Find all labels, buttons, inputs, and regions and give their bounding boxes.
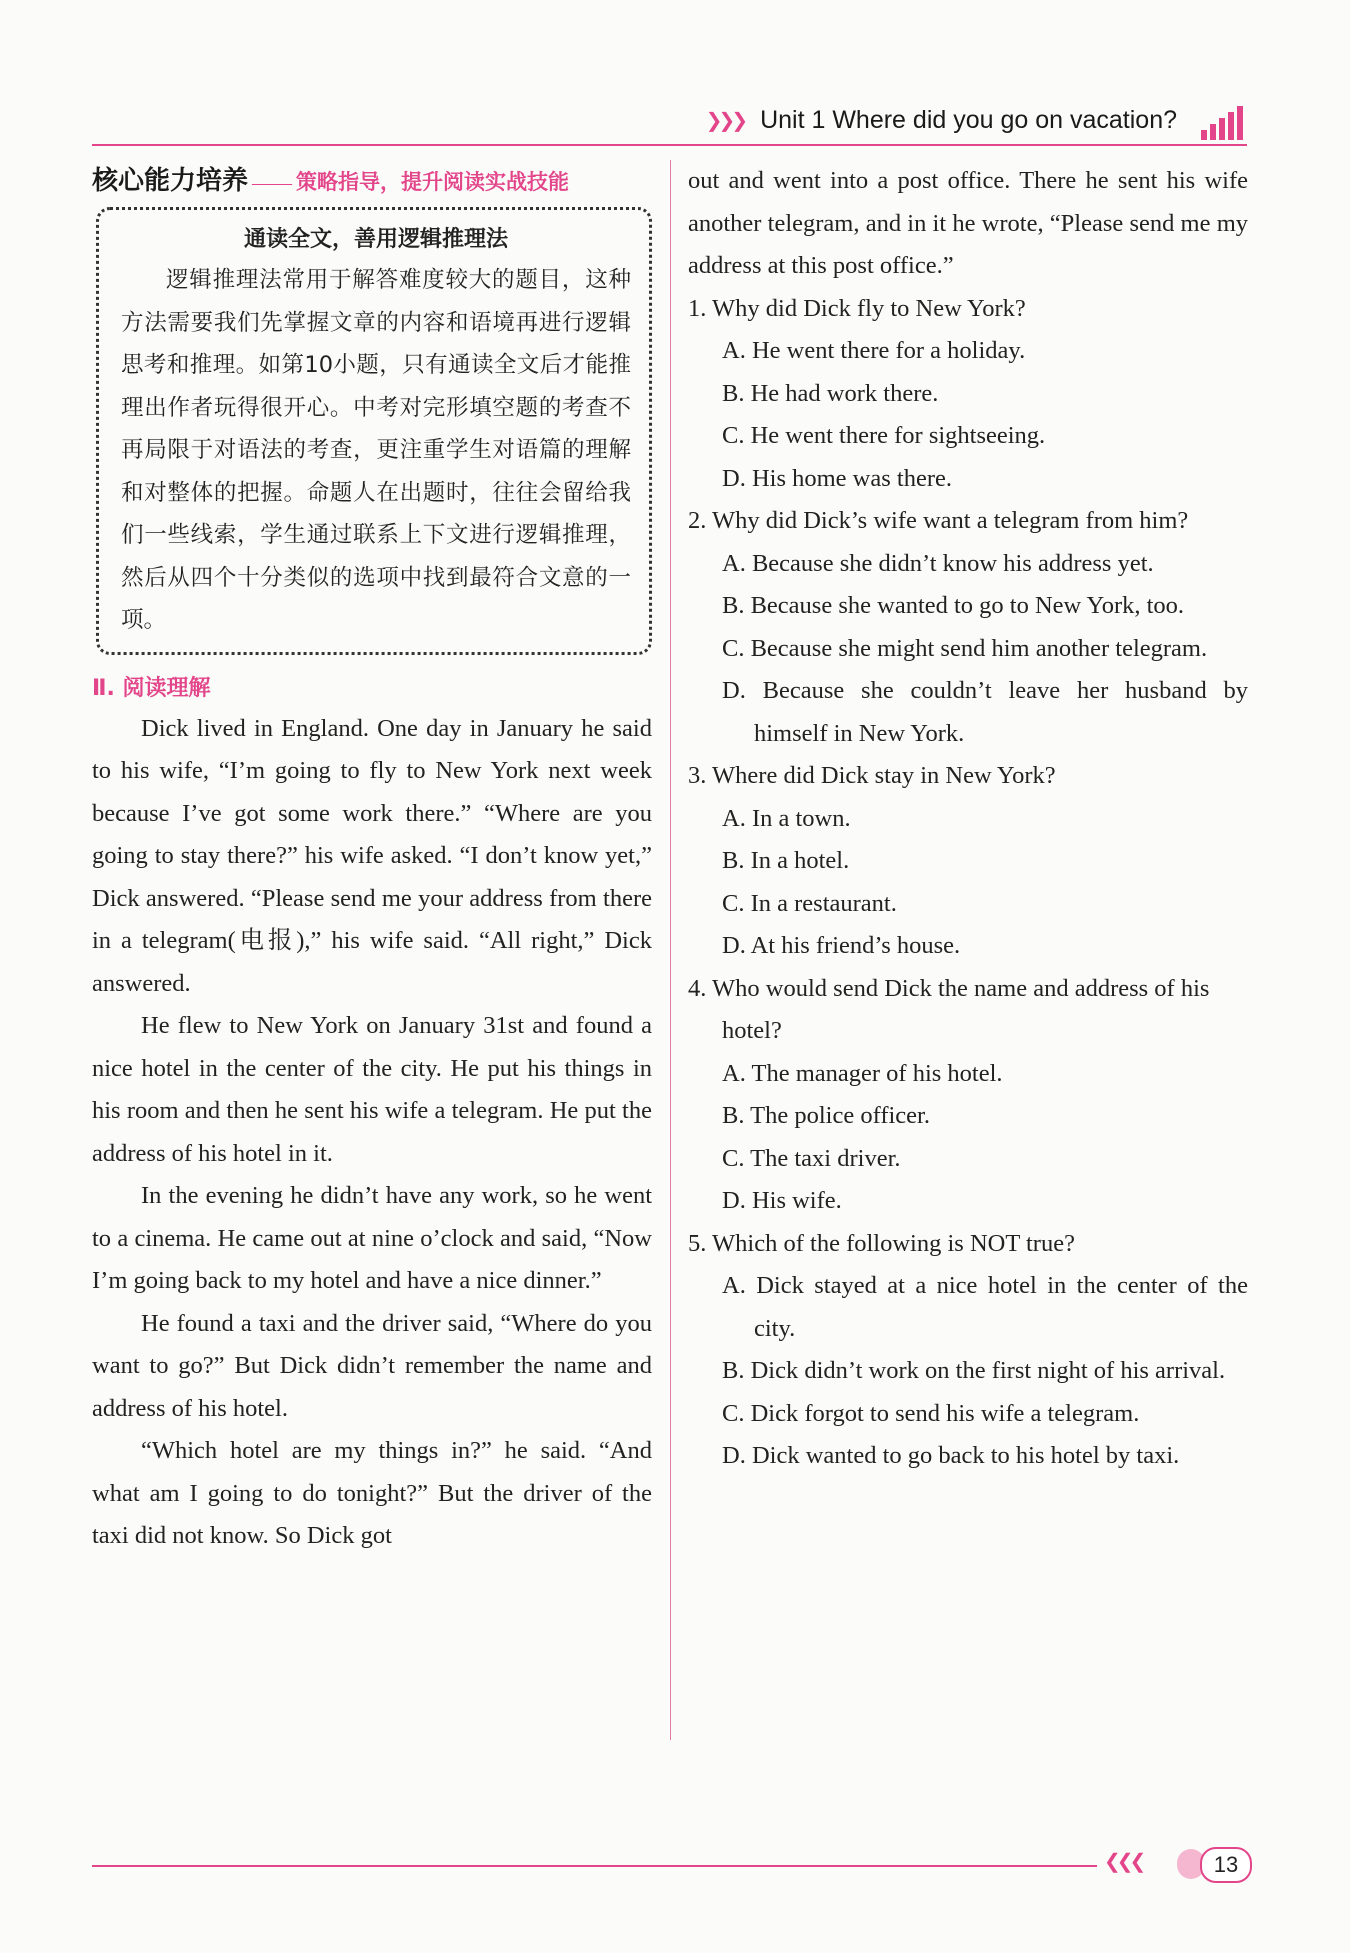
part-title: Ⅱ. 阅读理解 (92, 675, 211, 701)
question-option: D. At his friend’s house. (722, 932, 961, 959)
page-footer (92, 1845, 1247, 1885)
section-heading (92, 160, 652, 197)
question-option: C. He went there for sightseeing. (722, 422, 1046, 449)
question-option: C. The taxi driver. (722, 1144, 901, 1172)
left-column (92, 160, 652, 1558)
question-option: A. He went there for a holiday. (722, 337, 1026, 364)
tip-body: 逻辑推理法常用于解答难度较大的题目，这种方法需要我们先掌握文章的内容和语境再进行逻辑思考和推理。如第10小题，只有通读全文后才能推理出作者玩得很开心。中考对完形填空题的考查不再局限于对语法的考查，更注重学生对语篇的理解和对整体的把握。命题人在出题时，往往会留给我们一些线索，学生通过联系上下文进行逻辑推理，然后从四个十分类似的选项中找到最符合文意的一项。 (121, 267, 631, 633)
unit-title-text: Unit 1 Where did you go on vacation? (760, 106, 1177, 134)
question-option: B. In a hotel. (722, 847, 850, 874)
question-option: D. His home was there. (722, 464, 952, 492)
question-option: A. The manager of his hotel. (722, 1059, 1003, 1087)
page-number: 13 (1200, 1847, 1252, 1883)
question-option: D. His wife. (722, 1187, 842, 1214)
arrows-icon: ❯❯❯ (705, 110, 745, 132)
section-subtitle: 策略指导，提升阅读实战技能 (296, 170, 570, 194)
section-title: 核心能力培养 (92, 166, 249, 196)
page-header (92, 100, 1247, 146)
question-stem: 1. Why did Dick fly to New York? (688, 294, 1026, 322)
question (688, 1223, 1248, 1478)
question-stem: 2. Why did Dick’s wife want a telegram from him? (688, 507, 1189, 534)
unit-title (706, 106, 1177, 135)
passage-paragraph: In the evening he didn’t have any work, so he went to a cinema. He came out at nine o’clock and said, “Now I’m going back to my hotel and have a nice dinner.” (92, 1182, 652, 1294)
question-option: B. Because she wanted to go to New York, too. (722, 592, 1185, 619)
question-stem: 3. Where did Dick stay in New York? (688, 762, 1056, 789)
tip-box (96, 207, 652, 655)
question-option: A. Because she didn’t know his address yet. (722, 549, 1154, 577)
bars-icon (1201, 102, 1243, 140)
passage-paragraph: He found a taxi and the driver said, “Where do you want to go?” But Dick didn’t remember the name and address of his hotel. (92, 1309, 652, 1422)
passage-paragraph: He flew to New York on January 31st and found a nice hotel in the center of the city. He put his things in his room and then he sent his wife a telegram. He put the address of his hotel in it. (92, 1012, 652, 1167)
question (688, 968, 1248, 1223)
passage-paragraph: Dick lived in England. One day in January he said to his wife, “I’m going to fly to New York next week because I’ve got some work there.” “Where are you going to stay there?” his wife asked. “I don’t know yet,” Dick answered. “Please send me your address from there in a telegram(电报),” his wife said. “All right,” Dick answered. (92, 714, 652, 997)
question-option: B. He had work there. (722, 379, 939, 407)
section-dash: —— (252, 172, 293, 194)
footer-rule (92, 1865, 1097, 1867)
passage-paragraph: “Which hotel are my things in?” he said. “And what am I going to do tonight?” But the driver of the taxi did not know. So Dick got (92, 1437, 652, 1549)
question-option: A. Dick stayed at a nice hotel in the center of the city. (722, 1272, 1248, 1342)
question (688, 500, 1248, 755)
question-option: C. In a restaurant. (722, 889, 897, 917)
passage-paragraph: out and went into a post office. There he sent his wife another telegram, and in it he wrote, “Please send me my address at this post office.” (688, 167, 1248, 279)
question-option: D. Dick wanted to go back to his hotel by taxi. (722, 1442, 1180, 1469)
question-option: D. Because she couldn’t leave her husband by himself in New York. (722, 677, 1248, 747)
question-option: B. Dick didn’t work on the first night of his arrival. (722, 1357, 1226, 1384)
tip-title: 通读全文，善用逻辑推理法 (243, 227, 508, 252)
question (688, 755, 1248, 968)
question-option: C. Because she might send him another telegram. (722, 634, 1208, 662)
question (688, 288, 1248, 501)
question-option: C. Dick forgot to send his wife a telegram. (722, 1399, 1140, 1427)
column-divider (670, 160, 671, 1740)
question-stem: 4. Who would send Dick the name and address of his hotel? (688, 974, 1210, 1044)
question-option: A. In a town. (722, 804, 851, 832)
right-column (688, 160, 1248, 1478)
header-rule (92, 144, 1247, 146)
question-stem: 5. Which of the following is NOT true? (688, 1229, 1075, 1257)
arrows-left-icon: ❮❮❮ (1104, 1851, 1143, 1873)
question-option: B. The police officer. (722, 1102, 930, 1129)
